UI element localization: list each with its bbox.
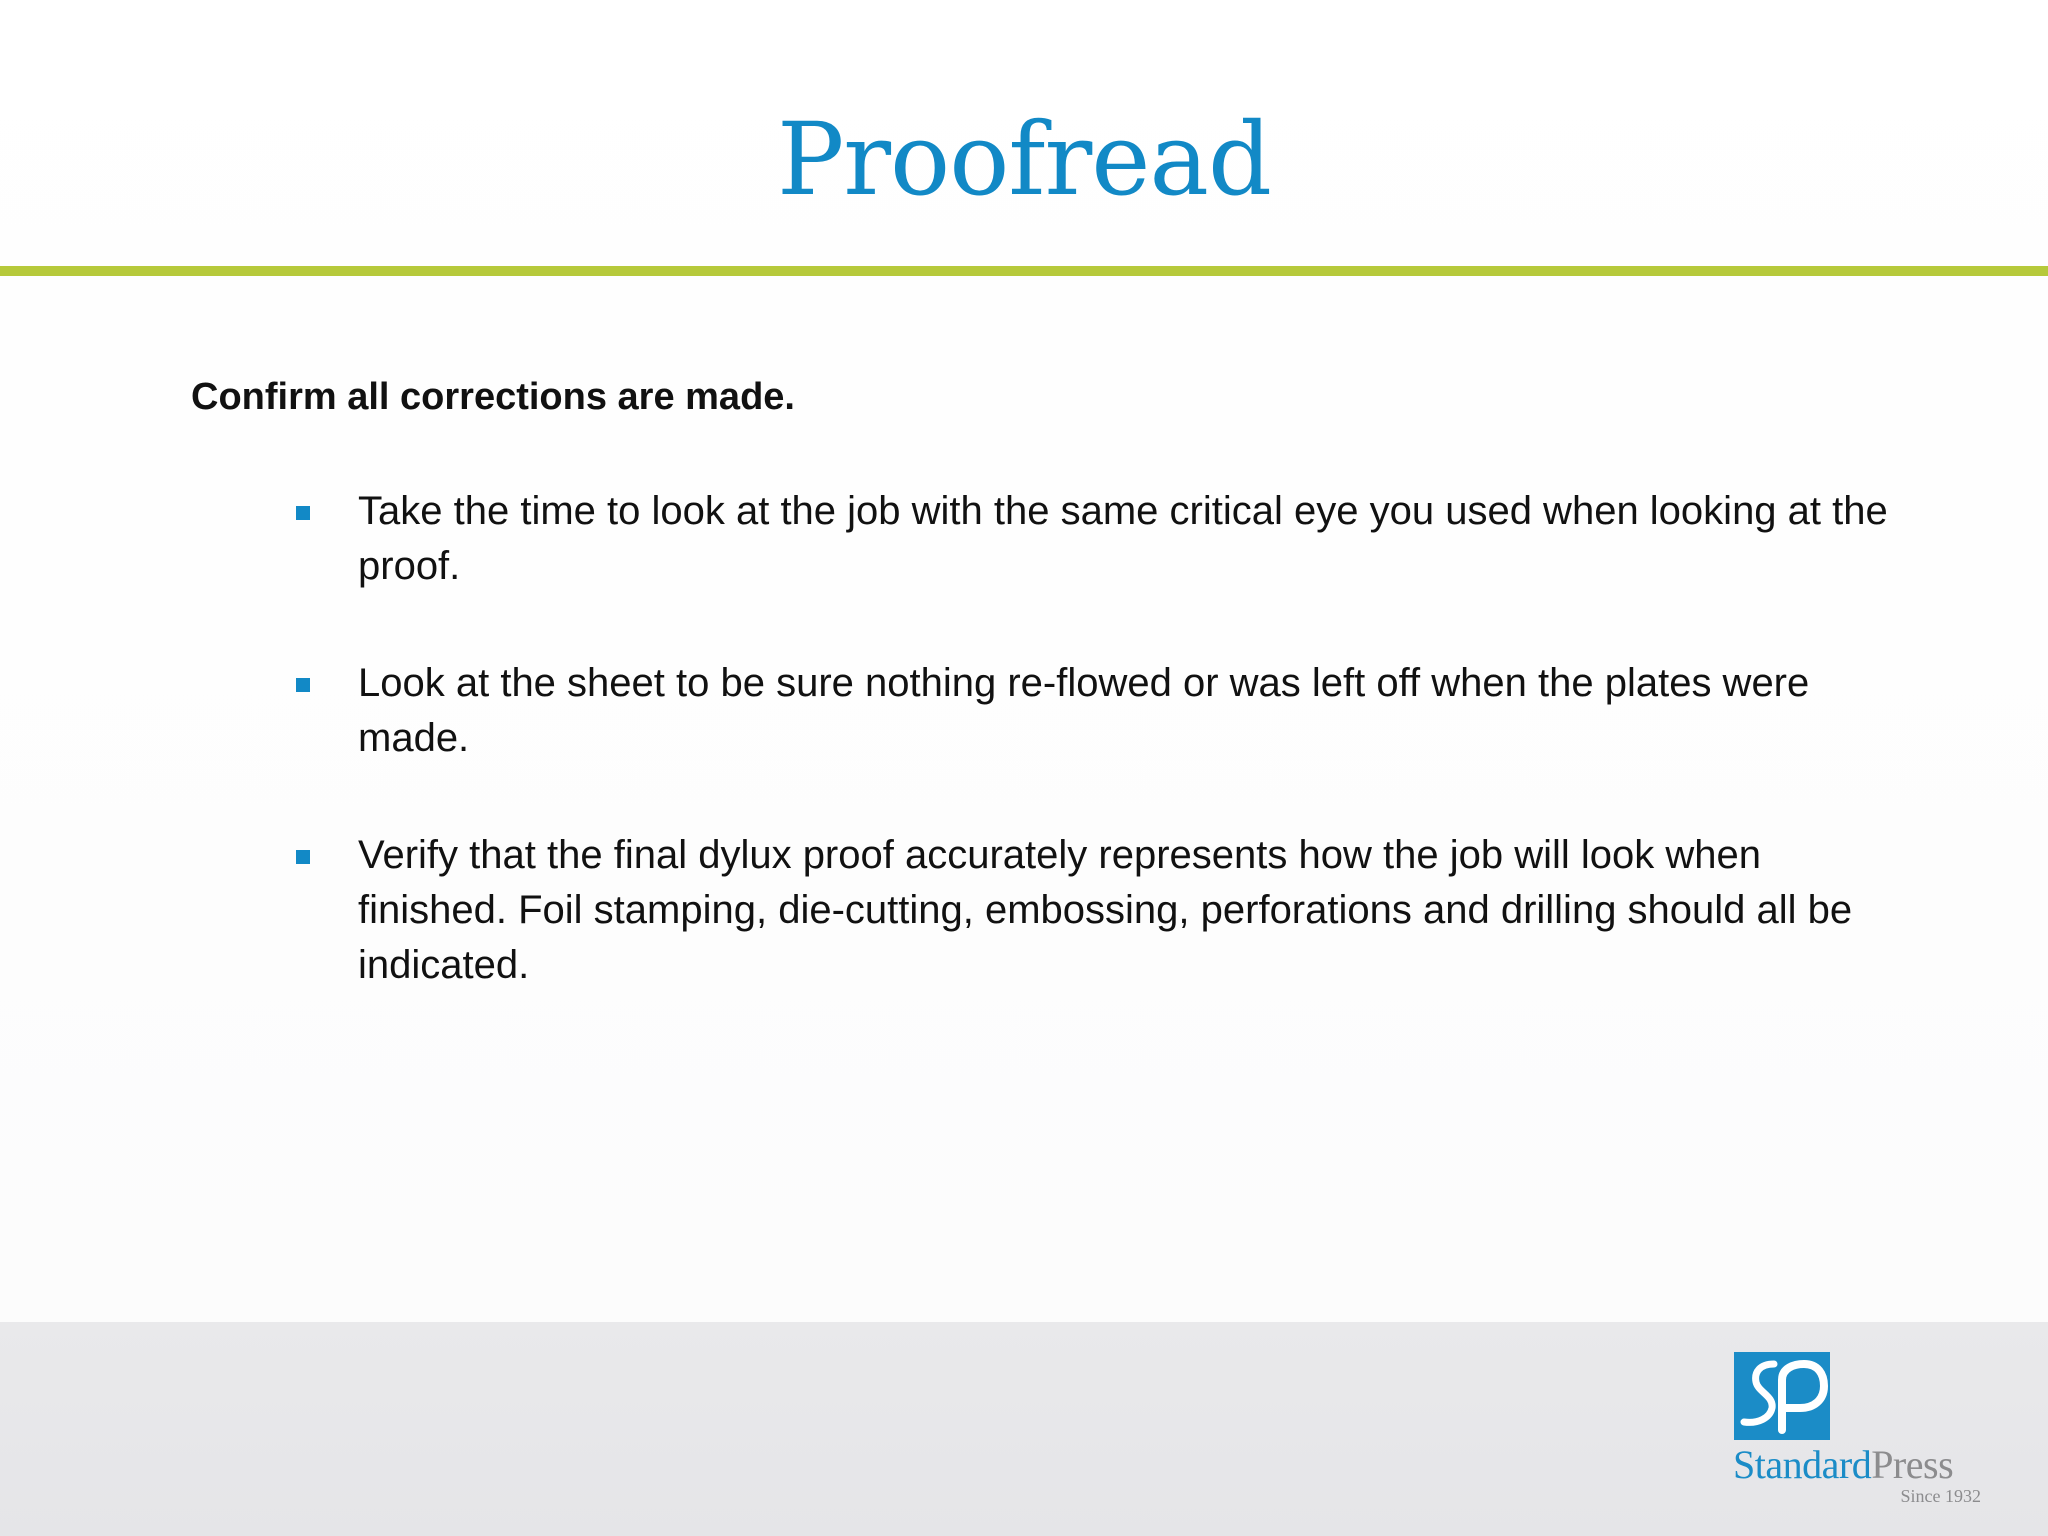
slide-title: Proofread — [776, 101, 1272, 218]
square-bullet-icon — [296, 678, 310, 692]
bullet-item — [296, 828, 1896, 993]
bullet-text: Take the time to look at the job with the same critical eye you used when looking at the proof. — [358, 489, 1888, 588]
sp-monogram-icon — [1734, 1352, 1830, 1440]
slide-subtitle: Confirm all corrections are made. — [191, 376, 795, 418]
standard-press-logo — [1733, 1352, 1983, 1512]
bullet-list — [296, 484, 1896, 1055]
square-bullet-icon — [296, 506, 310, 520]
bullet-text: Verify that the final dylux proof accurately represents how the job will look when finished. Foil stamping, die-cutting, embossing, perforations and drilling should all be indicated. — [358, 833, 1853, 987]
square-bullet-icon — [296, 850, 310, 864]
logo-word-press: Press — [1871, 1442, 1954, 1487]
logo-word-standard: Standard — [1733, 1442, 1872, 1487]
bullet-text: Look at the sheet to be sure nothing re-flowed or was left off when the plates were made. — [358, 661, 1810, 760]
bullet-item — [296, 656, 1896, 766]
bullet-item — [296, 484, 1896, 594]
title-divider — [0, 266, 2048, 276]
logo-tagline: Since 1932 — [1900, 1486, 1981, 1506]
logo-wordmark — [1733, 1442, 1953, 1488]
